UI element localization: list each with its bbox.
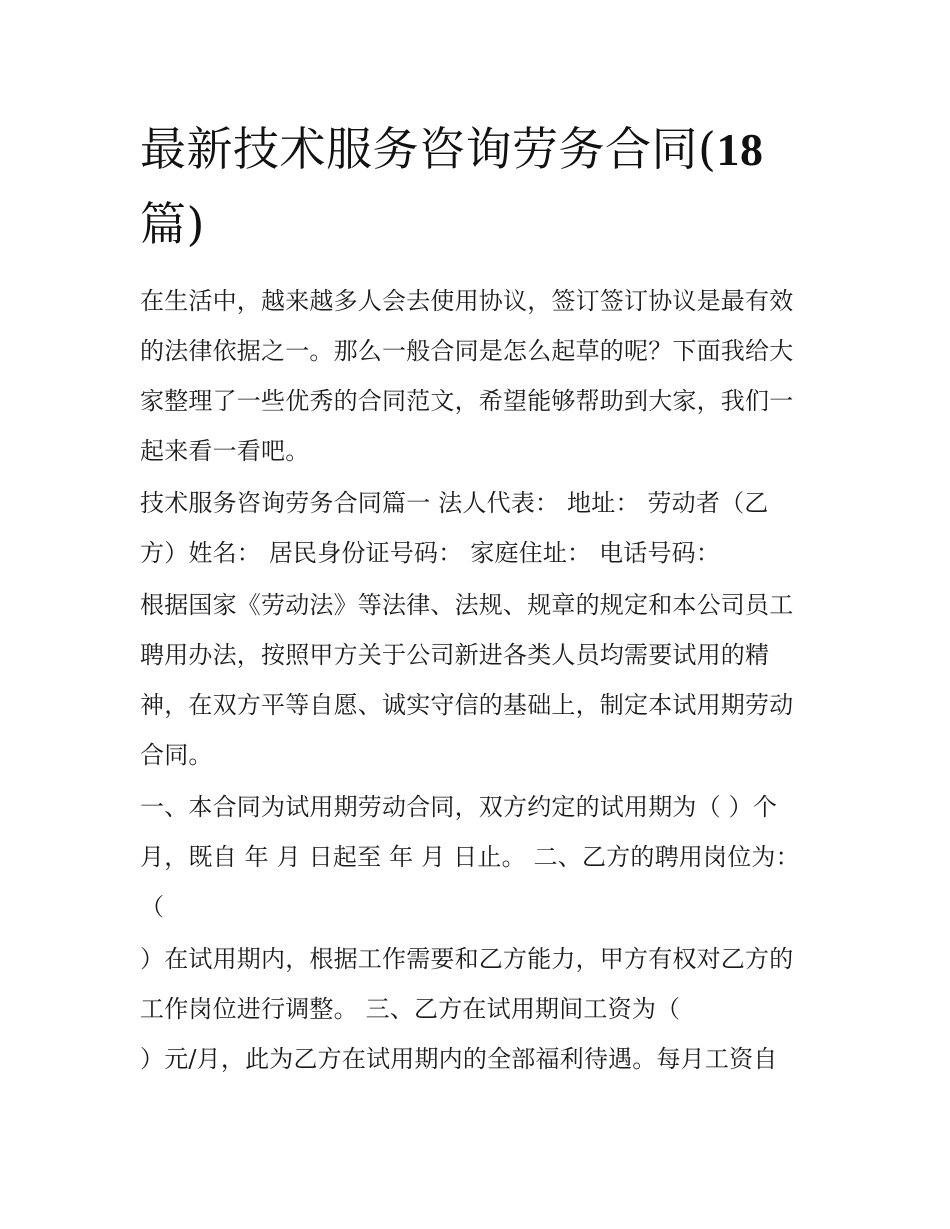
body-line: （	[140, 893, 165, 921]
title-number: 18	[716, 124, 764, 175]
body-line: 工作岗位进行调整。 三、乙方在试用期间工资为（	[140, 995, 681, 1023]
body-line: 的法律依据之一。那么一般合同是怎么起草的呢？下面我给大	[140, 337, 794, 365]
body-line: ）在试用期内，根据工作需要和乙方能力，甲方有权对乙方的	[140, 945, 794, 973]
body-line: 方）姓名： 居民身份证号码： 家庭住址： 电话号码：	[140, 539, 721, 567]
title-line-2: 篇)	[140, 197, 205, 251]
body-line: 月，既自 年 月 日起至 年 月 日止。 二、乙方的聘用岗位为：	[140, 843, 800, 871]
body-line: 在生活中，越来越多人会去使用协议，签订签订协议是最有效	[140, 287, 794, 315]
body-line: 根据国家《劳动法》等法律、法规、规章的规定和本公司员工	[140, 591, 794, 619]
title-main: 最新技术服务咨询劳务合同(	[140, 122, 717, 176]
body-line: 家整理了一些优秀的合同范文，希望能够帮助到大家，我们一	[140, 387, 794, 415]
body-line: 技术服务咨询劳务合同篇一 法人代表： 地址： 劳动者（乙	[140, 489, 769, 517]
body-line: ）元/月，此为乙方在试用期内的全部福利待遇。每月工资自	[140, 1045, 778, 1073]
document-title	[140, 112, 830, 261]
body-line: 一、本合同为试用期劳动合同，双方约定的试用期为（ ）个	[140, 793, 778, 821]
body-line: 合同。	[140, 741, 213, 769]
body-line: 神，在双方平等自愿、诚实守信的基础上，制定本试用期劳动	[140, 691, 794, 719]
body-line: 聘用办法，按照甲方关于公司新进各类人员均需要试用的精	[140, 641, 770, 669]
body-line: 起来看一看吧。	[140, 437, 310, 465]
